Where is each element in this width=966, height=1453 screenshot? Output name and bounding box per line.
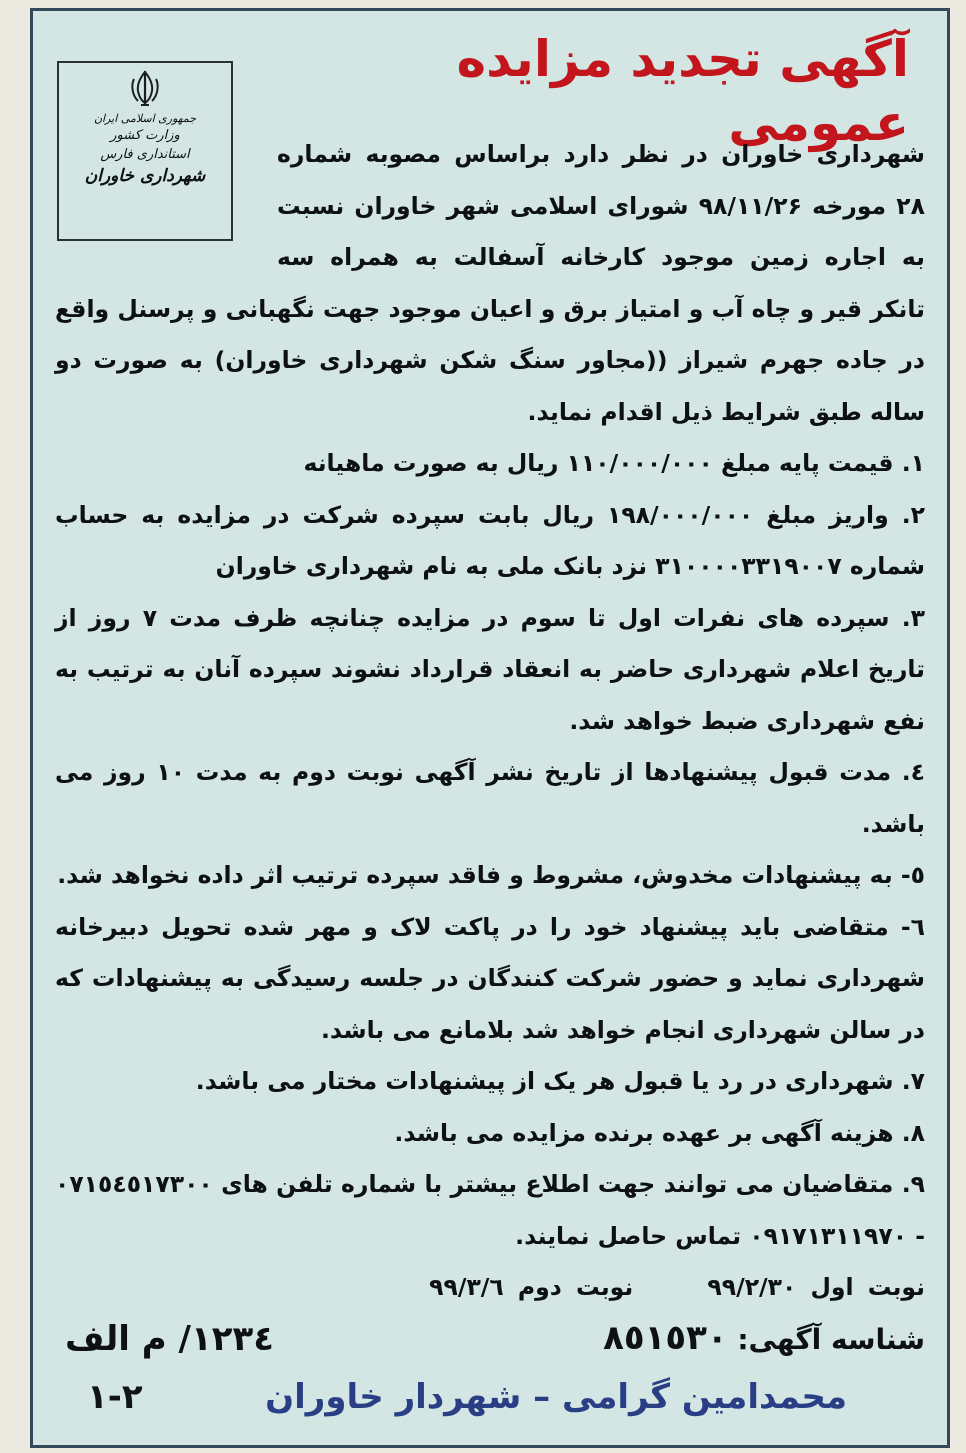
condition-item-7: ۷. شهرداری در رد یا قبول هر یک از پیشنهادات مختار می باشد. xyxy=(195,1067,925,1095)
iran-emblem-icon xyxy=(128,69,162,109)
signature-line xyxy=(65,1369,925,1425)
notice-body xyxy=(55,129,925,1314)
logo-line-municipality: شهرداری خاوران xyxy=(84,166,206,186)
logo-line-province: استانداری فارس xyxy=(100,147,190,162)
logo-line-ministry: وزارت کشور xyxy=(110,128,180,143)
publication-turns xyxy=(55,1262,925,1314)
condition-item-2: ۲. واریز مبلغ ۱۹۸/۰۰۰/۰۰۰ ریال بابت سپرده شرکت در مزایده به حساب شماره ۳۱۰۰۰۰۳۳۱۹۰۰۷ نزد بانک ملی به نام شهرداری خاوران xyxy=(55,500,925,580)
mayor-signature: محمدامین گرامی – شهردار خاوران xyxy=(265,1377,847,1417)
notice-id xyxy=(603,1314,925,1364)
notice-part-number: ۱-۲ xyxy=(87,1377,143,1417)
notice-code: ۱۲۳٤/ م الف xyxy=(65,1319,274,1359)
condition-item-3: ۳. سپرده های نفرات اول تا سوم در مزایده چنانچه ظرف مدت ۷ روز از تاریخ اعلام شهرداری حاضر به انعقاد قرارداد نشوند سپرده آنان به ترتیب به نفع شهرداری ضبط خواهد شد. xyxy=(55,603,925,735)
condition-item-8: ۸. هزینه آگهی بر عهده برنده مزایده می باشد. xyxy=(394,1118,925,1147)
auction-notice xyxy=(30,8,950,1448)
condition-item-4: ٤. مدت قبول پیشنهادها از تاریخ نشر آگهی نوبت دوم به مدت ۱۰ روز می باشد. xyxy=(55,758,925,838)
notice-id-label: شناسه آگهی: xyxy=(737,1323,925,1356)
condition-item-6: ٦- متقاضی باید پیشنهاد خود را در پاکت لاک و مهر شده تحویل دبیرخانه شهرداری نماید و حضور شرکت کنندگان در جلسه رسیدگی به پیشنهادات که در سالن شهرداری انجام خواهد شد بلامانع می باشد. xyxy=(55,912,925,1044)
condition-item-9: ۹. متقاضیان می توانند جهت اطلاع بیشتر با شماره تلفن های ۰۷۱٥٤٥۱۷۳۰۰ - ۰۹۱۷۱۳۱۱۹۷۰ تماس حاصل نمایند. xyxy=(55,1170,925,1250)
condition-item-1: ۱. قیمت پایه مبلغ ۱۱۰/۰۰۰/۰۰۰ ریال به صورت ماهیانه xyxy=(303,449,925,477)
notice-title: آگهی تجدید مزایده عمومی xyxy=(456,30,909,152)
notice-id-line xyxy=(65,1314,925,1364)
notice-id-number: ۸٥۱٥۳۰ xyxy=(603,1318,728,1358)
first-publication: نوبت اول ۹۹/۲/۳۰ xyxy=(707,1273,925,1301)
condition-item-5: ٥- به پیشنهادات مخدوش، مشروط و فاقد سپرده ترتیب اثر داده نخواهد شد. xyxy=(57,861,925,889)
logo-line-country: جمهوری اسلامی ایران xyxy=(93,112,197,125)
second-publication: نوبت دوم ۹۹/۳/٦ xyxy=(429,1273,634,1301)
intro-paragraph: شهرداری خاوران در نظر دارد براساس مصوبه شماره ۲۸ مورخه ۹۸/۱۱/۲۶ شورای اسلامی شهر خاوران نسبت به اجاره زمین موجود کارخانه آسفالت به همراه سه تانکر قیر و چاه آب و امتیاز برق و اعیان موجود جهت نگهبانی و پرسنل واقع در جاده جهرم شیراز ((مجاور سنگ شکن شهرداری خاوران) به صورت دو ساله طبق شرایط ذیل اقدام نماید. xyxy=(55,140,925,426)
